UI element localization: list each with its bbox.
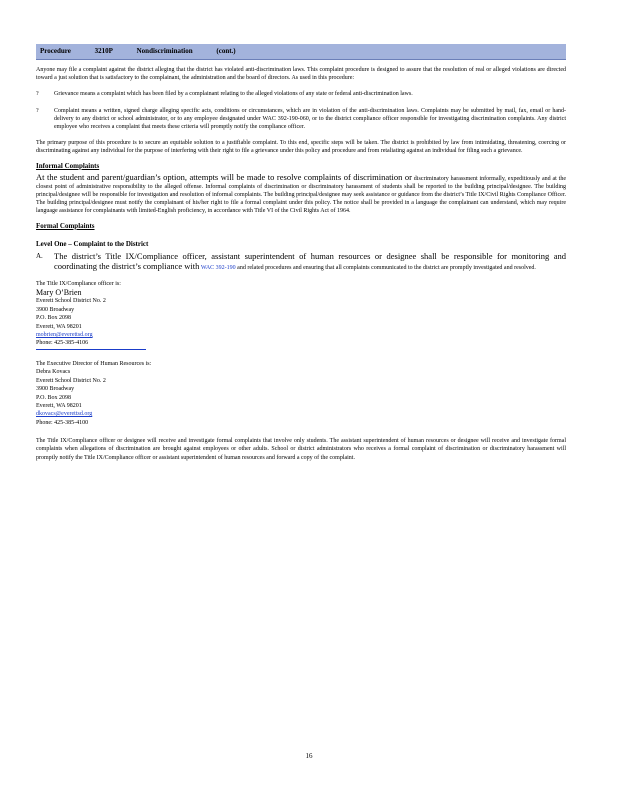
- hr-director-block: [36, 360, 566, 427]
- intro-paragraph: Anyone may file a complaint against the district alleging that the district has violated anti-discrimination laws. This complaint procedure is designed to assure that the resolution of real or alleged violations are directed toward a just solution that is satisfactory to the complainant, the administration and the board of directors. As used in this procedure:: [36, 67, 566, 82]
- page-number: 16: [305, 752, 313, 760]
- divider: [36, 349, 146, 350]
- item-a: [36, 252, 566, 272]
- bullet-marker: ?: [36, 91, 39, 98]
- compliance-officer-block: [36, 280, 566, 350]
- officer-phone: Phone: 425-385-4106: [36, 340, 89, 347]
- director-email-link[interactable]: dkovacs@everettsd.org: [36, 411, 93, 418]
- procedure-label: Procedure: [40, 47, 71, 55]
- procedure-cont: (cont.): [216, 47, 236, 55]
- purpose-paragraph: The primary purpose of this procedure is to secure an equitable solution to a justifiable complaint. To this end, specific steps will be taken. The district is prohibited by law from intimidating, threatening, coercing or discriminating against any individual for the purpose of interfering with their right to file a grievance under this policy and procedure and from retaliating against an individual for filing such a grievance.: [36, 140, 566, 155]
- item-a-lead: The district’s Title IX/Compliance officer, assistant superintendent of human resources or designee shall be responsible for monitoring and coordinating the district’s compliance with: [54, 250, 566, 271]
- officer-name: Mary O’Brien: [36, 288, 82, 298]
- item-letter: A.: [36, 251, 43, 260]
- wac-reference: WAC 392-190: [200, 264, 236, 271]
- director-org: Everett School District No. 2: [36, 377, 106, 384]
- director-intro: The Executive Director of Human Resources is:: [36, 360, 152, 367]
- item-a-rest: and related procedures and ensuring that all complaints communicated to the district are promptly investigated and resolved.: [237, 264, 536, 271]
- informal-body: discriminatory harassment informally, expeditiously and at the closest point of administrative responsibility to the alleged offense. Informal complaints of discrimination or discriminatory harassment of students shall be reported to the building principal/designee. The building principal/designee will be responsible for investigation and resolution of informal complaints. The building principal/designee may seek assistance or guidance from the district’s Title IX/Civil Rights Compliance Officer. The building principal/designee must notify the complainant of his/her right to file a formal complaint under this policy. The notice shall be provided in a language the complainant can understand, which may require language assistance for complainants with limited-English proficiency, in accordance with Title VI of the Civil Rights Act of 1964.: [36, 175, 566, 215]
- director-phone: Phone: 425-385-4100: [36, 419, 89, 426]
- director-name: Debra Kovacs: [36, 369, 71, 376]
- officer-intro: The Title IX/Compliance officer is:: [36, 281, 121, 288]
- definition-text: Grievance means a complaint which has been filed by a complainant relating to the alleged violations of any state or federal anti-discrimination laws.: [54, 91, 413, 98]
- procedure-header-bar: [36, 44, 566, 60]
- definition-text: Complaint means a written, signed charge alleging specific acts, conditions or circumstances, which are in violation of the anti-discrimination laws. Complaints may be submitted by mail, fax, email or hand-delivery to any district or school administrator, or to any employee designated under WAC 392-190-060, or to the district compliance officer responsible for investigating discrimination complaints. Any district employee who receives a complaint that meets these criteria will promptly notify the compliance officer.: [54, 107, 566, 131]
- procedure-number: 3210P: [94, 47, 113, 55]
- informal-paragraph: [36, 173, 566, 216]
- director-street: 3900 Broadway: [36, 386, 75, 393]
- informal-lead: At the student and parent/guardian’s option, attempts will be made to resolve complaints of discrimination or: [36, 171, 412, 182]
- officer-city: Everett, WA 98201: [36, 323, 82, 330]
- definition-complaint: [36, 107, 566, 132]
- document-page: [36, 44, 566, 462]
- informal-complaints-heading: Informal Complaints: [36, 161, 100, 170]
- officer-email-link[interactable]: mobrien@everettsd.org: [36, 332, 93, 339]
- director-city: Everett, WA 98201: [36, 402, 82, 409]
- definition-grievance: [36, 90, 566, 98]
- director-po: P.O. Box 2098: [36, 394, 72, 401]
- procedure-title: Nondiscrimination: [136, 47, 193, 55]
- closing-paragraph: The Title IX/Compliance officer or designee will receive and investigate formal complaints that involve only students. The assistant superintendent of human resources or designee will receive and investigate formal complaints when allegations of discrimination are brought against employees or other adults. School or district administrators who receives a formal complaint of discrimination or discriminatory harassment will promptly notify the Title IX/Compliance officer or assistant superintendent of human resources and forward a copy of the complaint.: [36, 438, 566, 461]
- officer-street: 3900 Broadway: [36, 306, 75, 313]
- bullet-marker: ?: [36, 107, 39, 114]
- level-one-heading: Level One – Complaint to the District: [36, 239, 149, 248]
- officer-po: P.O. Box 2098: [36, 315, 72, 322]
- formal-complaints-heading: Formal Complaints: [36, 221, 95, 230]
- officer-org: Everett School District No. 2: [36, 298, 106, 305]
